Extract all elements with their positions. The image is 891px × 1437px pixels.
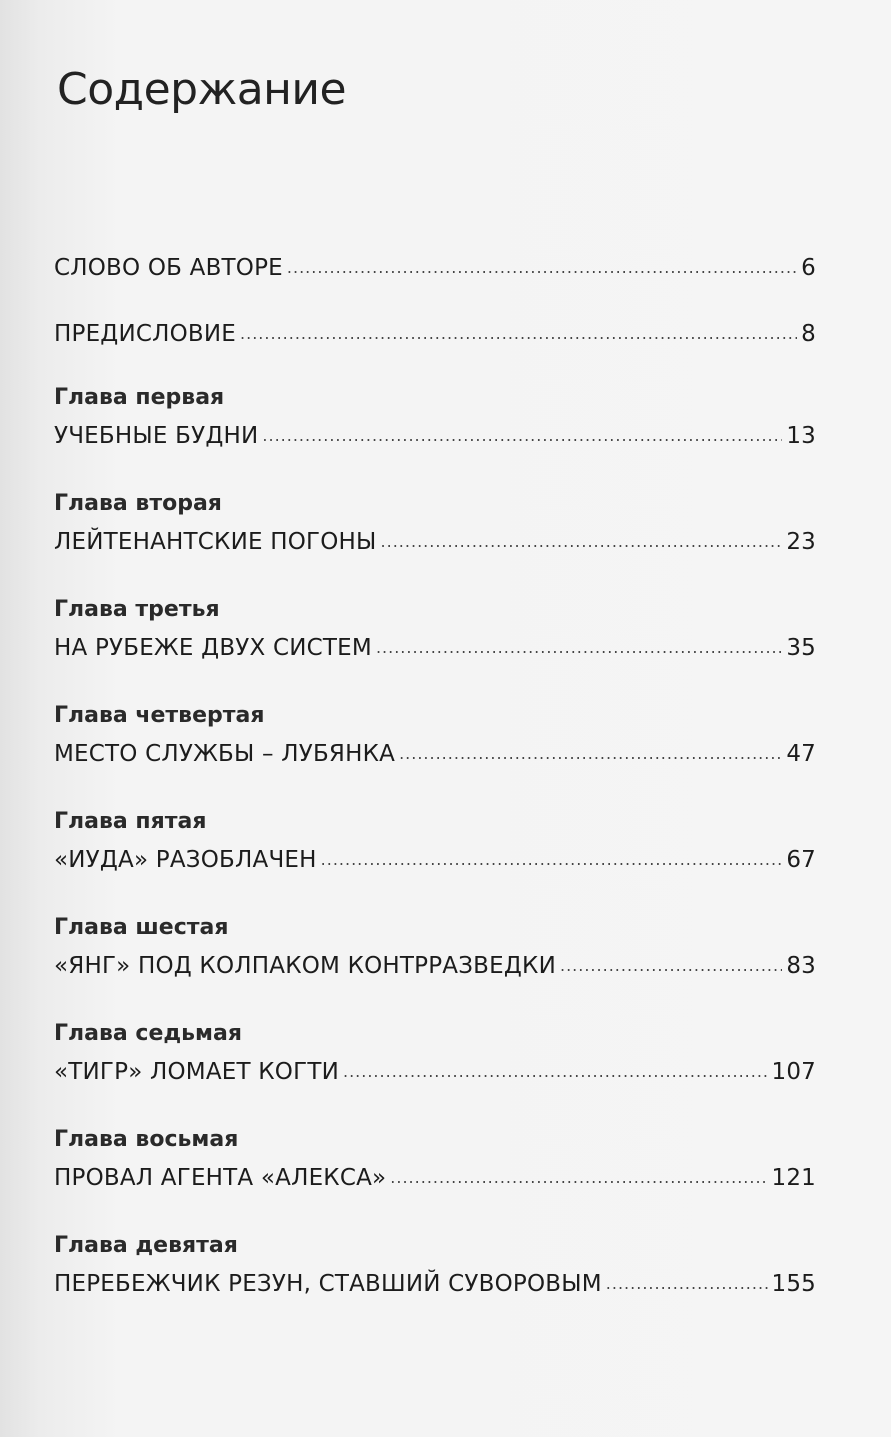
chapter-label: Глава девятая: [54, 1233, 238, 1258]
dot-leader: [606, 1264, 768, 1304]
toc-page-number: 8: [801, 321, 816, 347]
dot-leader: [381, 522, 783, 562]
toc-line: [54, 416, 816, 456]
toc-entry: [54, 1016, 816, 1092]
toc-line: [54, 522, 816, 562]
table-of-contents: [54, 248, 816, 1304]
toc-entry: [54, 804, 816, 880]
toc-page-number: 67: [786, 847, 816, 873]
chapter-label: Глава седьмая: [54, 1021, 242, 1046]
chapter-label: Глава четвертая: [54, 703, 265, 728]
toc-line: [54, 1158, 816, 1198]
chapter-label: Глава пятая: [54, 809, 207, 834]
toc-entry: [54, 380, 816, 456]
toc-line: [54, 946, 816, 986]
toc-entry-title: УЧЕБНЫЕ БУДНИ: [54, 423, 259, 449]
toc-entry: [54, 1122, 816, 1198]
toc-entry-title: «ИУДА» РАЗОБЛАЧЕН: [54, 847, 317, 873]
chapter-label: Глава восьмая: [54, 1127, 239, 1152]
toc-line: [54, 628, 816, 668]
toc-entry-title: ПРОВАЛ АГЕНТА «АЛЕКСА»: [54, 1165, 387, 1191]
toc-entry-title: «ТИГР» ЛОМАЕТ КОГТИ: [54, 1059, 339, 1085]
toc-entry-title: СЛОВО ОБ АВТОРЕ: [54, 255, 283, 281]
toc-entry: [54, 1228, 816, 1304]
toc-entry: [54, 910, 816, 986]
toc-entry: [54, 698, 816, 774]
toc-line: [54, 314, 816, 354]
toc-entry-title: НА РУБЕЖЕ ДВУХ СИСТЕМ: [54, 635, 372, 661]
toc-entry-title: ПРЕДИСЛОВИЕ: [54, 321, 237, 347]
dot-leader: [560, 946, 782, 986]
toc-line: [54, 840, 816, 880]
chapter-label: Глава шестая: [54, 915, 229, 940]
toc-entry: [54, 314, 816, 354]
dot-leader: [390, 1158, 767, 1198]
toc-page-number: 83: [786, 953, 816, 979]
toc-page-number: 35: [786, 635, 816, 661]
toc-entry: [54, 592, 816, 668]
toc-line: [54, 734, 816, 774]
toc-entry-title: МЕСТО СЛУЖБЫ – ЛУБЯНКА: [54, 741, 396, 767]
page-title: Содержание: [57, 64, 347, 115]
toc-line: [54, 1264, 816, 1304]
toc-line: [54, 1052, 816, 1092]
chapter-label: Глава первая: [54, 385, 225, 410]
toc-entry-title: ПЕРЕБЕЖЧИК РЕЗУН, СТАВШИЙ СУВОРОВЫМ: [54, 1271, 602, 1297]
toc-entry: [54, 248, 816, 288]
toc-page-number: 107: [771, 1059, 816, 1085]
dot-leader: [262, 416, 782, 456]
toc-page-number: 155: [771, 1271, 816, 1297]
dot-leader: [343, 1052, 768, 1092]
toc-page-number: 6: [801, 255, 816, 281]
toc-page-number: 13: [786, 423, 816, 449]
dot-leader: [399, 734, 782, 774]
toc-page-number: 23: [786, 529, 816, 555]
toc-entry-title: ЛЕЙТЕНАНТСКИЕ ПОГОНЫ: [54, 529, 377, 555]
toc-page-number: 121: [771, 1165, 816, 1191]
toc-entry-title: «ЯНГ» ПОД КОЛПАКОМ КОНТРРАЗВЕДКИ: [54, 953, 556, 979]
dot-leader: [321, 840, 783, 880]
dot-leader: [287, 248, 797, 288]
chapter-label: Глава третья: [54, 597, 220, 622]
toc-line: [54, 248, 816, 288]
toc-entry: [54, 486, 816, 562]
chapter-label: Глава вторая: [54, 491, 222, 516]
toc-page-number: 47: [786, 741, 816, 767]
dot-leader: [376, 628, 782, 668]
dot-leader: [240, 314, 797, 354]
